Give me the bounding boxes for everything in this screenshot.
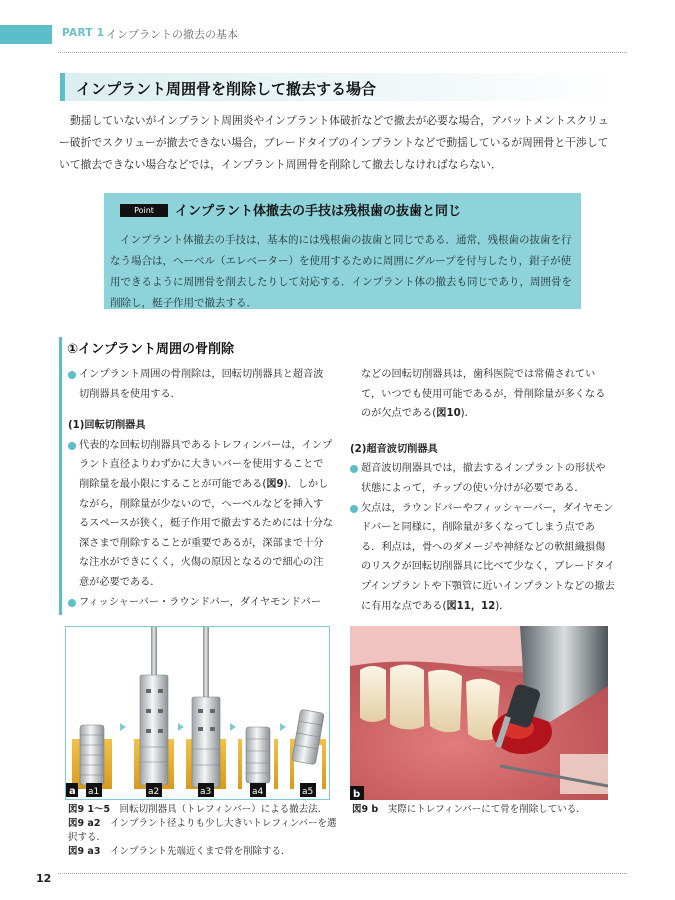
caption-line: [68, 803, 340, 817]
step-1-implant: [72, 725, 112, 789]
header-divider: [58, 52, 627, 53]
subheading-ultrasonic: (2)超音波切削器具: [350, 443, 438, 455]
subsection-title: ①インプラント周囲の骨削除: [67, 342, 235, 357]
header-title: インプラントの撤去の基本: [106, 28, 238, 41]
bullet-dot-icon: [68, 371, 76, 379]
step-labels: [86, 783, 316, 797]
step-label: a4: [252, 787, 264, 797]
clinical-photo-svg: [350, 626, 608, 800]
step-label: a1: [88, 787, 100, 797]
subheading-rotary: (1)回転切削器具: [68, 420, 146, 432]
section-intro: 動揺していないがインプラント周囲炎やインプラント体破折などで撤去が必要な場合，アバットメントスクリュー破折でスクリューが撤去できない場合，ブレードタイプのインプラントなどで動揺しているが周囲骨と干渉していて撤去できない場合などでは，インプラント周囲骨を削除して撤去しなければならない．: [59, 114, 609, 171]
bullet-item: [68, 436, 333, 593]
figure-number: 図9 a2: [68, 818, 101, 829]
step-2-trephine: [134, 627, 174, 789]
step-label: a2: [148, 787, 160, 797]
step-label: a3: [200, 787, 212, 797]
bullet-text: フィッシャーバー・ラウンドバー，ダイヤモンドバー: [79, 596, 321, 608]
panel-a-label: a: [69, 786, 76, 797]
header-part-label: PART 1: [62, 27, 105, 39]
figure-number: 図9 b: [352, 804, 379, 815]
bullet-text: )．しかしながら，削除量が少ないので，へーベルなどを挿入するスペースが狭く，梃子作用で撤去するためには十分な深さまで削除することが重要であるが，深部まで十分な注水ができにくく，火傷の原因となるので細心の注意が必要である．: [79, 478, 333, 588]
figure-reference[interactable]: 図10: [436, 408, 461, 420]
step-3-trephine-deep: [186, 627, 226, 789]
paragraph-text: )．: [460, 408, 475, 420]
left-column: [68, 365, 333, 612]
figure-b-caption: [352, 803, 610, 817]
figure-a-illustration: [65, 626, 330, 800]
panel-b-label: b: [353, 789, 361, 800]
bullet-dot-icon: [68, 442, 76, 450]
arrow-right-icon: [280, 723, 286, 731]
figure-reference[interactable]: 図9: [266, 478, 284, 490]
caption-text: インプラント先端近くまで骨を削除する．: [109, 846, 291, 857]
bullet-item: [350, 499, 615, 617]
bullet-text: 超音波切削器具では，撤去するインプラントの形状や状態によって，チップの使い分けが必要である．: [361, 463, 606, 494]
caption-text: 回転切削器具（トレフィンバー）による撤去法．: [119, 804, 328, 815]
figure-reference[interactable]: 図11，12: [446, 600, 496, 612]
page-number: 12: [36, 872, 52, 885]
caption-line: [68, 845, 340, 859]
caption-text: 実際にトレフィンバーにて骨を削除している．: [387, 804, 586, 815]
bullet-dot-icon: [350, 465, 358, 473]
right-column: [350, 365, 615, 616]
paragraph-text: などの回転切削器具は，歯科医院では常備されていて，いつでも使用可能であるが，骨削除量が多くなるのが欠点である(: [361, 369, 606, 420]
figure-number: 図9 1～5: [68, 804, 111, 815]
bullet-item: [68, 593, 333, 613]
figure-a-caption: [68, 803, 340, 859]
section-title: インプラント周囲骨を削除して撤去する場合: [76, 80, 377, 98]
arrow-right-icon: [120, 723, 126, 731]
subsection-accent-bar: [59, 337, 62, 615]
footer-divider: [58, 873, 627, 874]
bullet-text: 欠点は，ラウンドバーやフィッシャーバー，ダイヤモンドバーと同様に，削除量が多くなってしまう点である．利点は，骨へのダメージや神経などの軟組織損傷のリスクが回転切削器具に比べて少なく，ブレードタイプインプラントや下顎管に近いインプラントなどの撤去に有用な点である(: [361, 502, 615, 612]
header-tab: [0, 25, 52, 44]
bullet-text: )．: [495, 600, 510, 612]
bullet-text: 代表的な回転切削器具であるトレフィンバーは，インプラント直径よりわずかに大きいバーを使用することで削除量を最小限にすることが可能である(: [79, 439, 333, 490]
bullet-text: インプラント周囲の骨削除は，回転切削器具と超音波切削器具を使用する．: [79, 369, 324, 400]
paragraph-continued: [350, 365, 615, 424]
bullet-item: [350, 459, 615, 498]
bullet-dot-icon: [68, 599, 76, 607]
bullet-dot-icon: [350, 505, 358, 513]
figure-number: 図9 a3: [68, 846, 101, 857]
bullet-item: [68, 365, 333, 404]
point-badge: Point: [120, 204, 168, 217]
caption-text: インプラント径よりも少し大きいトレフィンバーを選択する．: [68, 818, 337, 843]
arrow-right-icon: [178, 723, 184, 731]
figure-b-clinical-photo: [350, 626, 608, 800]
arrow-right-icon: [230, 723, 236, 731]
step-5-implant-removed: [290, 709, 326, 789]
point-title: インプラント体撤去の手技は残根歯の抜歯と同じ: [175, 204, 462, 219]
step-4-implant-freed: [238, 727, 278, 789]
trephine-sequence-svg: [66, 627, 330, 800]
point-body: インプラント体撤去の手技は，基本的には残根歯の抜歯と同じである．通常，残根歯の抜歯を行なう場合は，へーベル（エレベーター）を使用するために周囲にグループを付与したり，鉗子が使用できるように周囲骨を削去したりして対応する．インプラント体の撤去も同じであり，周囲骨を削除し，梃子作用で撤去する．: [110, 234, 572, 309]
step-label: a5: [302, 787, 314, 797]
caption-line: [68, 817, 340, 845]
